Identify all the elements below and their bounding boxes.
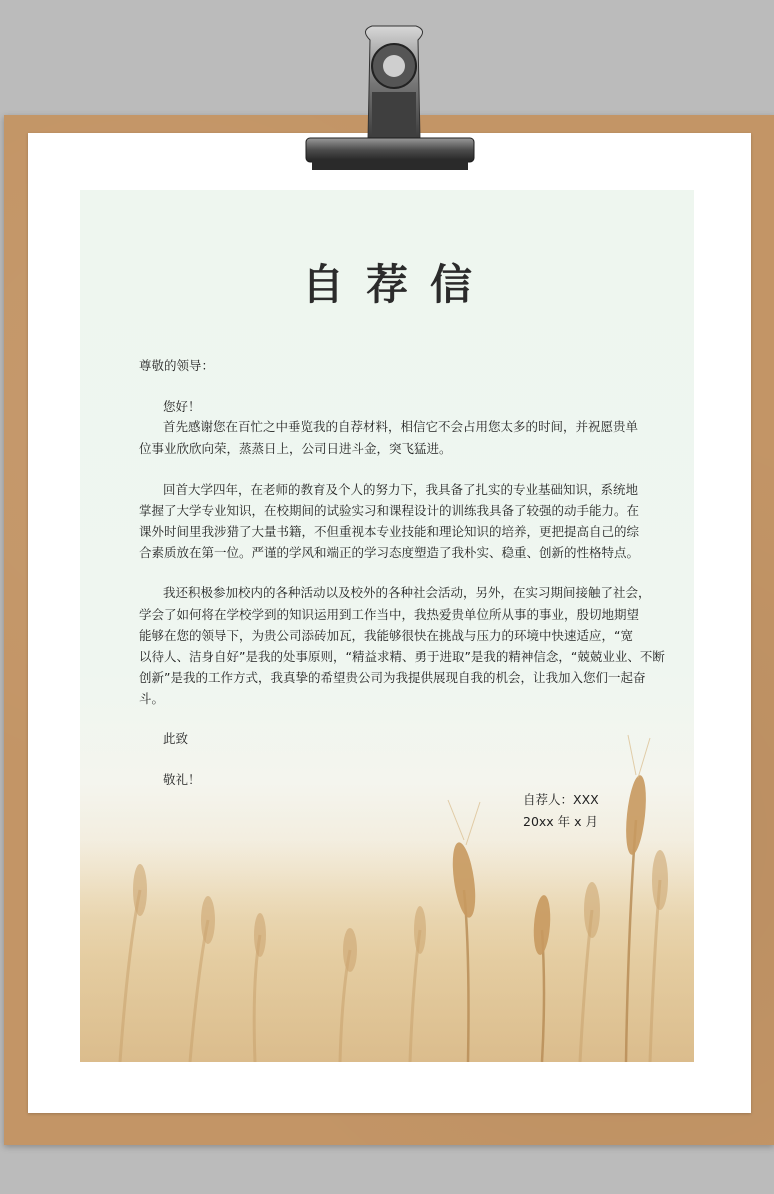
paragraph-2-line-3: 课外时间里我涉猎了大量书籍，不但重视本专业技能和理论知识的培养，更把提高自己的综 xyxy=(139,524,640,539)
paragraph-2-line-1: 回首大学四年，在老师的教育及个人的努力下，我具备了扎实的专业基础知识，系统地 xyxy=(163,482,639,497)
paragraph-3-line-5: 创新”是我的工作方式，我真挚的希望贵公司为我提供展现自我的机会，让我加入您们一起奋 xyxy=(139,670,646,685)
page-title: 自荐信 xyxy=(301,260,494,309)
binder-clip-icon xyxy=(0,0,774,200)
paragraph-1-line-1: 首先感谢您在百忙之中垂览我的自荐材料，相信它不会占用您太多的时间，并祝愿贵单 xyxy=(163,419,639,434)
letter-background xyxy=(80,190,694,1062)
paragraph-3-line-3: 能够在您的领导下，为贵公司添砖加瓦，我能够很快在挑战与压力的环境中快速适应，“宽 xyxy=(139,628,633,643)
paragraph-3-line-6: 斗。 xyxy=(139,691,165,706)
wheat-field-illustration xyxy=(80,190,694,1062)
paragraph-3-line-2: 学会了如何将在学校学到的知识运用到工作当中，我热爱贵单位所从事的事业，殷切地期望 xyxy=(139,607,640,622)
paragraph-3-line-4: 以待人、洁身自好”是我的处事原则，“精益求精、勇于进取”是我的精神信念，“兢兢业业、不断 xyxy=(139,649,665,664)
paragraph-2-line-4: 合素质放在第一位。严谨的学风和端正的学习态度塑造了我朴实、稳重、创新的性格特点。 xyxy=(139,545,640,560)
paragraph-2-line-2: 掌握了大学专业知识，在校期间的试验实习和课程设计的训练我具备了较强的动手能力。在 xyxy=(139,503,640,518)
closing-line-2: 敬礼！ xyxy=(163,772,201,787)
signature: 自荐人：XXX xyxy=(523,792,599,807)
paragraph-3-line-1: 我还积极参加校内的各种活动以及校外的各种社会活动，另外，在实习期间接触了社会， xyxy=(163,585,651,600)
greeting: 您好！ xyxy=(163,399,201,414)
salutation: 尊敬的领导： xyxy=(139,358,215,373)
date: 20xx 年 x 月 xyxy=(523,814,599,829)
paragraph-1-line-2: 位事业欣欣向荣，蒸蒸日上，公司日进斗金，突飞猛进。 xyxy=(139,441,452,456)
closing-line-1: 此致 xyxy=(163,731,189,746)
